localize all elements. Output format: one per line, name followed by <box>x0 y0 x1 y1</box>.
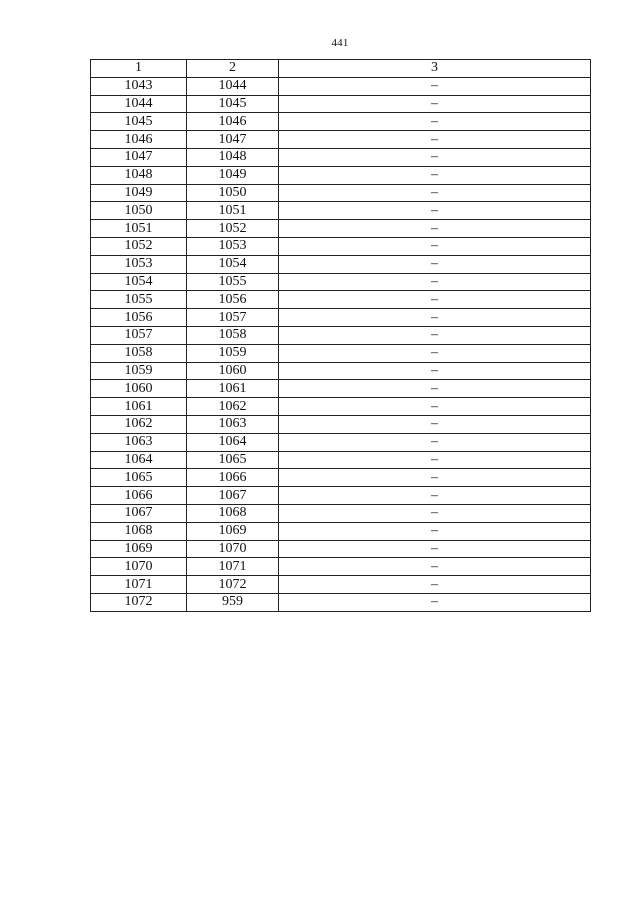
table-cell-col-1: 1056 <box>91 309 187 327</box>
table-row <box>91 469 591 487</box>
table-cell-col-1: 1059 <box>91 362 187 380</box>
table-row <box>91 326 591 344</box>
table-cell-col-3: – <box>279 398 591 416</box>
table-row <box>91 398 591 416</box>
table-cell-col-3: – <box>279 522 591 540</box>
table-cell-col-1: 1060 <box>91 380 187 398</box>
table-cell-col-2: 959 <box>187 593 279 611</box>
table-cell-col-3: – <box>279 415 591 433</box>
table-row <box>91 540 591 558</box>
table-row <box>91 95 591 113</box>
table-cell-col-1: 1051 <box>91 220 187 238</box>
table-cell-col-1: 1061 <box>91 398 187 416</box>
table-cell-col-2: 1050 <box>187 184 279 202</box>
table-cell-col-1: 1055 <box>91 291 187 309</box>
table-cell-col-3: – <box>279 326 591 344</box>
table-cell-col-3: – <box>279 504 591 522</box>
table-cell-col-2: 1057 <box>187 309 279 327</box>
table-cell-col-3: – <box>279 77 591 95</box>
table-cell-col-1: 1054 <box>91 273 187 291</box>
table-cell-col-2: 1058 <box>187 326 279 344</box>
table-cell-col-2: 1051 <box>187 202 279 220</box>
table-cell-col-1: 1062 <box>91 415 187 433</box>
table-cell-col-1: 1046 <box>91 131 187 149</box>
table-row <box>91 148 591 166</box>
table-cell-col-3: – <box>279 255 591 273</box>
table-cell-col-2: 1047 <box>187 131 279 149</box>
table-row <box>91 362 591 380</box>
table-row <box>91 504 591 522</box>
table-cell-col-2: 1053 <box>187 237 279 255</box>
table-body <box>91 77 591 611</box>
table-cell-col-2: 1044 <box>187 77 279 95</box>
table-row <box>91 220 591 238</box>
table-cell-col-2: 1061 <box>187 380 279 398</box>
table-cell-col-3: – <box>279 344 591 362</box>
table-cell-col-1: 1048 <box>91 166 187 184</box>
table-cell-col-3: – <box>279 380 591 398</box>
table-cell-col-3: – <box>279 237 591 255</box>
table-cell-col-3: – <box>279 202 591 220</box>
table-row <box>91 291 591 309</box>
table-cell-col-2: 1067 <box>187 487 279 505</box>
table-cell-col-1: 1069 <box>91 540 187 558</box>
table-cell-col-3: – <box>279 469 591 487</box>
table-cell-col-1: 1045 <box>91 113 187 131</box>
table-row <box>91 184 591 202</box>
table-row <box>91 131 591 149</box>
table-row <box>91 415 591 433</box>
table-cell-col-3: – <box>279 273 591 291</box>
table-cell-col-3: – <box>279 309 591 327</box>
table-cell-col-3: – <box>279 487 591 505</box>
table-row <box>91 451 591 469</box>
table-cell-col-1: 1057 <box>91 326 187 344</box>
table-cell-col-1: 1067 <box>91 504 187 522</box>
table-cell-col-3: – <box>279 148 591 166</box>
table-row <box>91 273 591 291</box>
table-row <box>91 487 591 505</box>
table-cell-col-3: – <box>279 184 591 202</box>
table-cell-col-1: 1064 <box>91 451 187 469</box>
table-cell-col-1: 1066 <box>91 487 187 505</box>
table-row <box>91 522 591 540</box>
table-cell-col-2: 1045 <box>187 95 279 113</box>
table-cell-col-3: – <box>279 576 591 594</box>
table-cell-col-2: 1048 <box>187 148 279 166</box>
table-row <box>91 558 591 576</box>
table-cell-col-1: 1065 <box>91 469 187 487</box>
table-row <box>91 344 591 362</box>
table-row <box>91 255 591 273</box>
table-cell-col-2: 1054 <box>187 255 279 273</box>
table-cell-col-1: 1047 <box>91 148 187 166</box>
table-cell-col-3: – <box>279 113 591 131</box>
table-row <box>91 593 591 611</box>
table-cell-col-3: – <box>279 558 591 576</box>
table-cell-col-1: 1068 <box>91 522 187 540</box>
table-cell-col-1: 1052 <box>91 237 187 255</box>
table-cell-col-3: – <box>279 166 591 184</box>
table-cell-col-1: 1058 <box>91 344 187 362</box>
table-cell-col-2: 1065 <box>187 451 279 469</box>
table-cell-col-1: 1044 <box>91 95 187 113</box>
table-cell-col-2: 1066 <box>187 469 279 487</box>
column-header-2: 2 <box>187 60 279 78</box>
table-cell-col-3: – <box>279 131 591 149</box>
page-number: 441 <box>331 37 349 49</box>
table-cell-col-2: 1064 <box>187 433 279 451</box>
table-cell-col-2: 1046 <box>187 113 279 131</box>
table-cell-col-2: 1049 <box>187 166 279 184</box>
table-cell-col-2: 1056 <box>187 291 279 309</box>
column-header-1: 1 <box>91 60 187 78</box>
table-cell-col-2: 1062 <box>187 398 279 416</box>
table-row <box>91 166 591 184</box>
table-row <box>91 380 591 398</box>
table-cell-col-3: – <box>279 95 591 113</box>
table-cell-col-1: 1071 <box>91 576 187 594</box>
table-header <box>91 60 591 78</box>
table-row <box>91 433 591 451</box>
table-cell-col-2: 1072 <box>187 576 279 594</box>
table-cell-col-1: 1050 <box>91 202 187 220</box>
header-row <box>91 60 591 78</box>
column-header-3: 3 <box>279 60 591 78</box>
table-cell-col-1: 1043 <box>91 77 187 95</box>
table-cell-col-2: 1068 <box>187 504 279 522</box>
table-row <box>91 576 591 594</box>
table-cell-col-3: – <box>279 220 591 238</box>
table-cell-col-1: 1049 <box>91 184 187 202</box>
table-cell-col-2: 1071 <box>187 558 279 576</box>
table-row <box>91 113 591 131</box>
table-cell-col-3: – <box>279 433 591 451</box>
table-cell-col-2: 1060 <box>187 362 279 380</box>
table-cell-col-3: – <box>279 291 591 309</box>
table-cell-col-1: 1070 <box>91 558 187 576</box>
table-cell-col-3: – <box>279 540 591 558</box>
table-cell-col-2: 1055 <box>187 273 279 291</box>
table-row <box>91 77 591 95</box>
table-cell-col-2: 1069 <box>187 522 279 540</box>
table-cell-col-1: 1053 <box>91 255 187 273</box>
table-cell-col-2: 1063 <box>187 415 279 433</box>
table-cell-col-2: 1059 <box>187 344 279 362</box>
table-row <box>91 202 591 220</box>
table-cell-col-3: – <box>279 593 591 611</box>
table-cell-col-3: – <box>279 451 591 469</box>
table-cell-col-1: 1063 <box>91 433 187 451</box>
table-cell-col-3: – <box>279 362 591 380</box>
table-row <box>91 309 591 327</box>
table-cell-col-1: 1072 <box>91 593 187 611</box>
table-cell-col-2: 1052 <box>187 220 279 238</box>
table-cell-col-2: 1070 <box>187 540 279 558</box>
table-row <box>91 237 591 255</box>
data-table <box>90 59 591 612</box>
